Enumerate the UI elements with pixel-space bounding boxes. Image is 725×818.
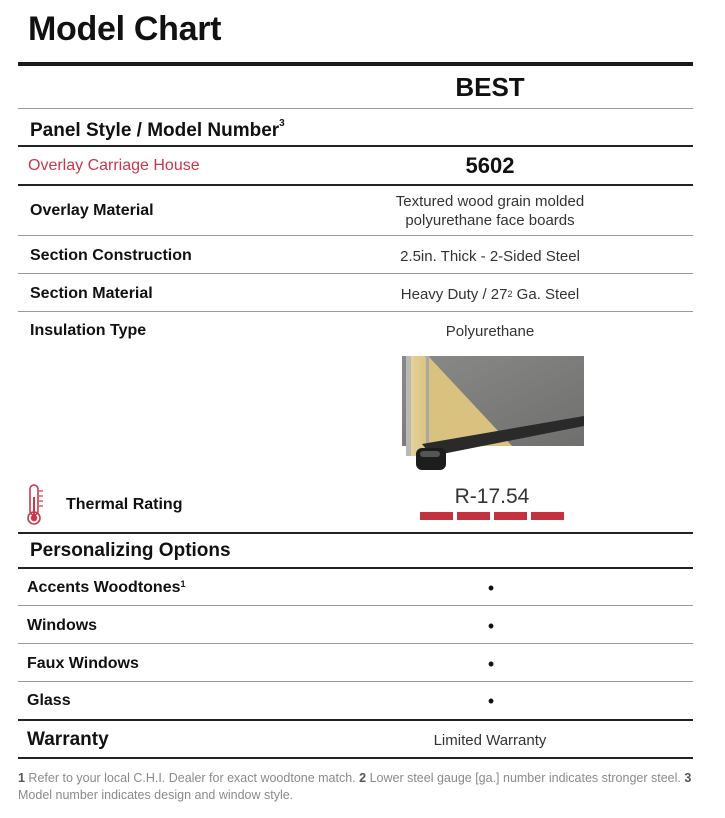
option-bullet: •	[487, 691, 495, 711]
row-divider	[18, 719, 693, 721]
thermal-rating-label: Thermal Rating	[66, 496, 183, 513]
row-divider	[18, 643, 693, 644]
row-divider	[18, 681, 693, 682]
row-divider	[18, 108, 693, 109]
rating-bar-segment	[494, 512, 527, 520]
row-label-section-construction: Section Construction	[30, 247, 192, 264]
option-label-faux-windows: Faux Windows	[27, 655, 139, 672]
footnotes: 1 Refer to your local C.H.I. Dealer for exact woodtone match. 2 Lower steel gauge [ga.] number indicates stronger steel. 3 Model number indicates design and window style.	[18, 771, 692, 802]
panel-style-heading: Panel Style / Model Number$^3$	[30, 118, 285, 141]
tier-heading: BEST	[455, 72, 525, 102]
rating-bar-segment	[531, 512, 564, 520]
row-value-section-material: Heavy Duty / $27^2$ Ga. Steel	[400, 286, 580, 303]
row-divider	[18, 145, 693, 147]
row-divider	[18, 184, 693, 186]
warranty-label: Warranty	[27, 729, 109, 750]
row-value-overlay-material: Textured wood grain molded polyurethane face boards	[395, 193, 585, 229]
row-divider	[18, 273, 693, 274]
row-divider	[18, 757, 693, 759]
row-divider	[18, 605, 693, 606]
row-label-insulation-type: Insulation Type	[30, 322, 147, 339]
row-divider	[18, 311, 693, 312]
option-bullet: •	[487, 616, 495, 636]
rating-bar-segment	[457, 512, 490, 520]
row-divider	[18, 532, 693, 534]
row-label-overlay-material: Overlay Material	[30, 202, 154, 219]
row-label-section-material: Section Material	[30, 285, 153, 302]
option-label-glass: Glass	[27, 692, 71, 709]
row-value-insulation-type: Polyurethane	[445, 323, 535, 340]
row-divider	[18, 235, 693, 236]
row-value-section-construction: 2.5in. Thick - 2-Sided Steel	[400, 248, 580, 265]
panel-cross-section-image	[402, 356, 584, 476]
row-divider	[18, 567, 693, 569]
title-rule	[18, 62, 693, 66]
thermometer-icon	[22, 483, 46, 527]
option-label-windows: Windows	[27, 617, 98, 634]
warranty-value: Limited Warranty	[433, 732, 547, 749]
page-title: Model Chart	[28, 10, 222, 48]
option-bullet: •	[487, 654, 495, 674]
model-number: 5602	[465, 153, 515, 178]
thermal-rating-value: R-17.54	[454, 485, 530, 508]
personalizing-options-heading: Personalizing Options	[30, 540, 231, 561]
panel-style-name: Overlay Carriage House	[28, 157, 200, 174]
rating-bar-segment	[420, 512, 453, 520]
option-label-accents-woodtones: Accents Woodtones$^1$	[27, 579, 186, 596]
option-bullet: •	[487, 578, 495, 598]
